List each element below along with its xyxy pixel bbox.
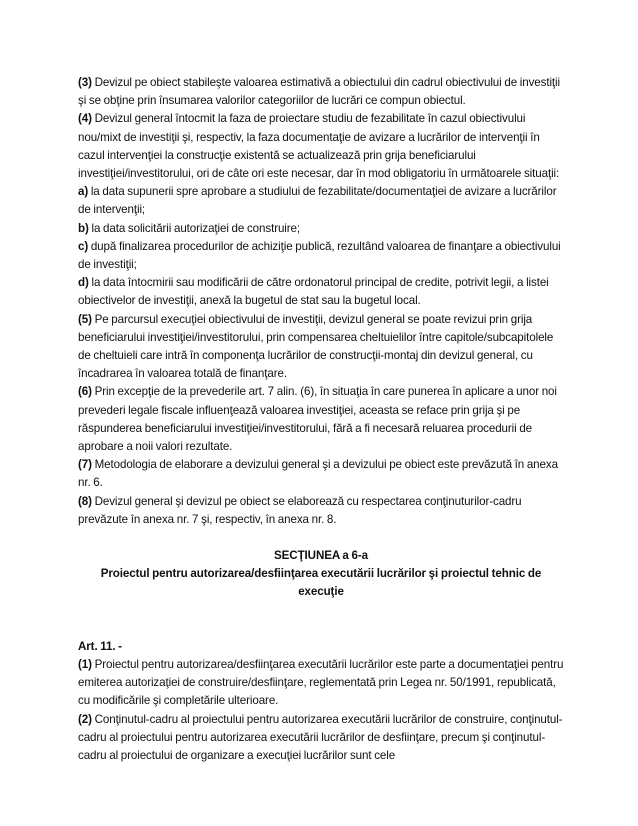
item-letter: d) [78, 276, 89, 290]
paragraph-8 [78, 493, 564, 529]
section-title-continuation: execuţie [298, 585, 344, 599]
paragraph-number: (7) [78, 458, 92, 472]
paragraph-number: (3) [78, 76, 92, 89]
paragraph-text: Devizul general şi devizul pe obiect se elaborează cu respectarea conţinuturilor-cadru prevăzute în anexa nr. 7 şi, respectiv, în anexa nr. 8. [78, 494, 522, 526]
paragraph-text: Conţinutul-cadru al proiectului pentru autorizarea executării lucrărilor de construire, conţinutul-cadru al proiectului pentru autorizarea executării lucrărilor de desfiinţare, precum şi conţinutul-cadru al proiectului de organizare a execuţiei lucrărilor sunt cele [78, 712, 563, 762]
paragraph-number: (1) [78, 657, 92, 671]
section-heading-block [78, 547, 564, 602]
item-d [78, 274, 564, 310]
item-text: la data întocmirii sau modificării de către ordonatorul principal de credite, potrivit legii, a listei obiectivelor de investiţii, anexă la bugetul de stat sau la bugetul local. [78, 276, 549, 308]
item-a [78, 183, 564, 219]
item-c [78, 238, 564, 274]
item-letter: a) [78, 185, 89, 199]
paragraph-number: (8) [78, 494, 92, 508]
paragraph-6 [78, 383, 564, 456]
paragraph-text: Devizul general întocmit la faza de proiectare studiu de fezabilitate în cazul obiectivului nou/mixt de investiţii şi, respectiv, la faza documentaţie de avizare a lucrărilor de intervenţii în cazul intervenţiei la construcţie existentă se actualizează prin grija beneficiarului investiţiei/investitorului, ori de câte ori este necesar, dar în mod obligatoriu în următoarele situaţii: [78, 112, 560, 181]
paragraph-text: Proiectul pentru autorizarea/desfiinţarea executării lucrărilor este parte a documentaţiei pentru emiterea autorizaţiei de construire/desfiinţare, reglementată prin Legea nr. 50/1991, republicată, cu modificările şi completările ulterioare. [78, 657, 564, 708]
paragraph-3 [78, 74, 564, 110]
item-text: după finalizarea procedurilor de achiziţie publică, rezultând valoarea de finanţare a obiectivului de investiţii; [78, 239, 561, 272]
section-heading: SECŢIUNEA a 6-a [274, 549, 368, 563]
paragraph-number: (5) [78, 312, 92, 326]
document-body [78, 74, 564, 765]
paragraph-5 [78, 311, 564, 384]
item-letter: c) [78, 239, 89, 253]
item-b [78, 220, 564, 238]
paragraph-text: Devizul pe obiect stabileşte valoarea estimativă a obiectului din cadrul obiectivului de investiţii şi se obţine prin însumarea valorilor categoriilor de lucrări ce compun obiectul. [78, 76, 561, 108]
article-paragraph-1 [78, 656, 564, 711]
paragraph-number: (6) [78, 385, 92, 399]
paragraph-7 [78, 456, 564, 492]
item-letter: b) [78, 221, 89, 235]
paragraph-text: Prin excepţie de la prevederile art. 7 alin. (6), în situaţia în care punerea în aplicare a unor noi prevederi legale fiscale influenţează valoarea investiţiei, aceasta se reface prin grija şi pe răspunderea beneficiarului investiţiei/investitorului, fără a fi necesară reluarea procedurii de aprobare a noii valori rezultate. [78, 385, 557, 454]
article-paragraph-2 [78, 711, 564, 766]
article-title: Art. 11. - [78, 639, 122, 653]
item-text: la data supunerii spre aprobare a studiului de fezabilitate/documentaţiei de avizare a lucrărilor de intervenţii; [78, 185, 557, 217]
item-text: la data solicitării autorizaţiei de construire; [88, 221, 301, 235]
paragraph-4 [78, 110, 564, 183]
paragraph-text: Pe parcursul execuţiei obiectivului de investiţii, devizul general se poate revizui prin grija beneficiarului investiţiei/investitorului, prin compensarea cheltuielilor între capitole/subcapitolele de cheltuieli care intră în componenţa lucrărilor de construcţii-montaj din devizul general, cu încadrarea în valoarea totală de finanţare. [78, 312, 554, 381]
paragraph-number: (4) [78, 112, 92, 126]
paragraph-text: Metodologia de elaborare a devizului general şi a devizului pe obiect este prevăzută în anexa nr. 6. [78, 458, 558, 490]
section-title: Proiectul pentru autorizarea/desfiinţarea executării lucrărilor şi proiectul tehnic de [100, 567, 542, 581]
paragraph-number: (2) [78, 712, 92, 726]
